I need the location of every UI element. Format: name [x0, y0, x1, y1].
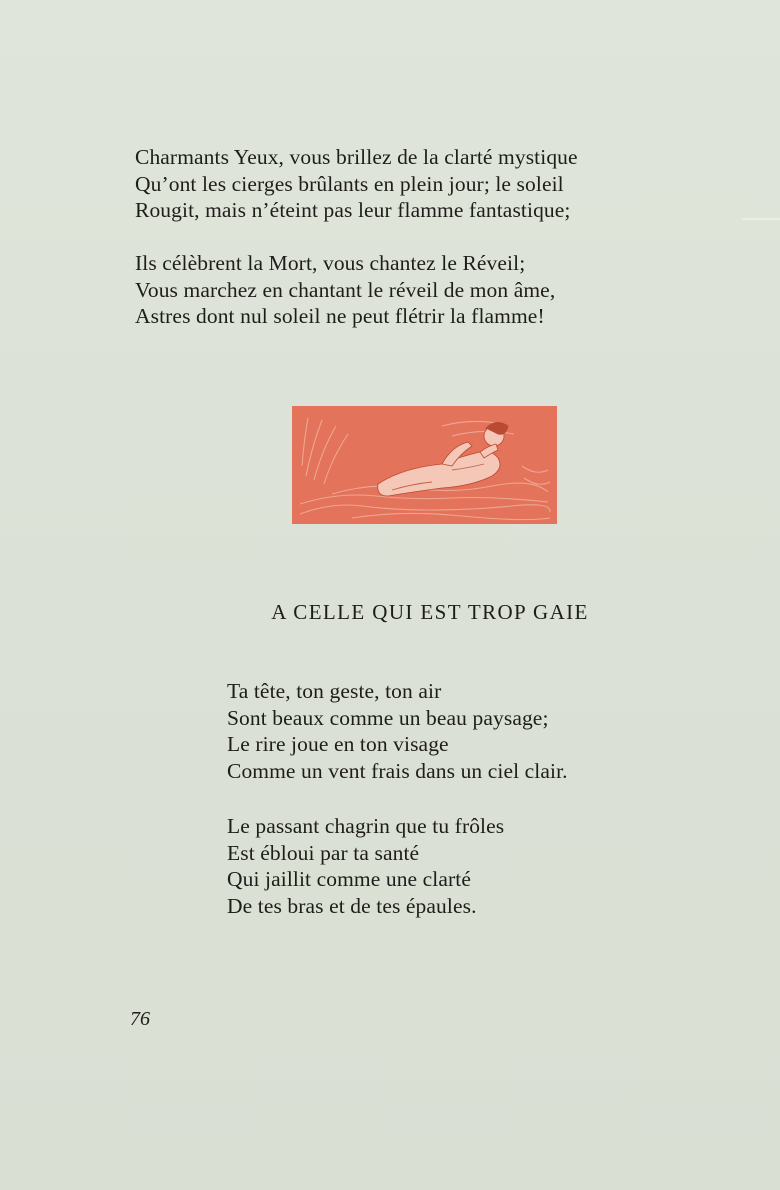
stanza-3	[227, 678, 568, 784]
stanza-4	[227, 813, 504, 919]
verse-line: Ils célèbrent la Mort, vous chantez le Réveil;	[135, 251, 526, 275]
reclining-figure-woodcut-icon	[292, 406, 557, 524]
poem-title: A CELLE QUI EST TROP GAIE	[271, 600, 589, 624]
verse-line: Qu’ont les cierges brûlants en plein jour; le soleil	[135, 171, 564, 196]
verse-line: Sont beaux comme un beau paysage;	[227, 705, 549, 730]
stanza-2	[135, 250, 555, 330]
verse-line: Qui jaillit comme une clarté	[227, 867, 471, 891]
verse-line: Est ébloui par ta santé	[227, 840, 420, 865]
verse-line: Comme un vent frais dans un ciel clair.	[227, 758, 568, 783]
verse-line: Astres dont nul soleil ne peut flétrir la flamme!	[135, 304, 545, 328]
verse-line: De tes bras et de tes épaules.	[227, 893, 477, 918]
verse-line: Charmants Yeux, vous brillez de la clarté mystique	[135, 145, 578, 169]
verse-line: Vous marchez en chantant le réveil de mon âme,	[135, 277, 556, 302]
verse-line: Ta tête, ton geste, ton air	[227, 679, 442, 703]
paper-edge-mark	[742, 218, 780, 220]
page-number: 76	[130, 1008, 150, 1030]
verse-line: Rougit, mais n’éteint pas leur flamme fantastique;	[135, 198, 571, 222]
verse-line: Le passant chagrin que tu frôles	[227, 814, 505, 838]
verse-line: Le rire joue en ton visage	[227, 732, 449, 756]
stanza-1	[135, 144, 578, 224]
